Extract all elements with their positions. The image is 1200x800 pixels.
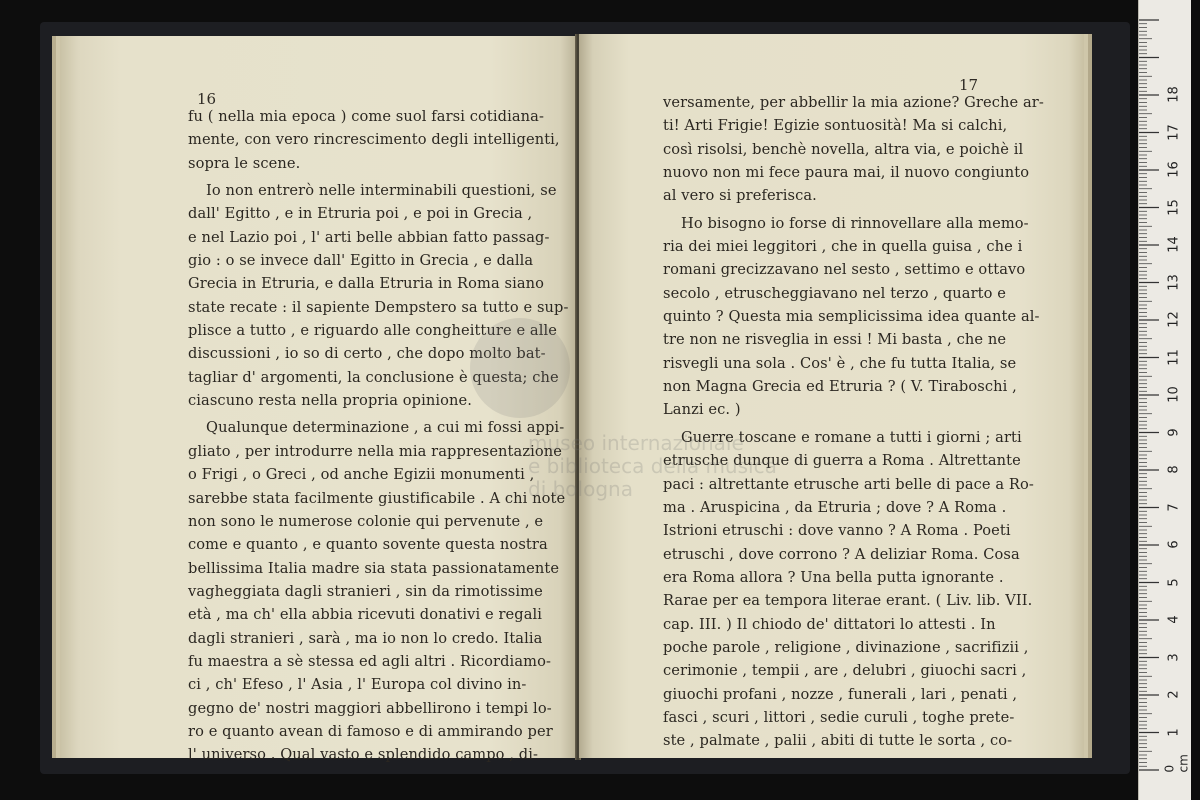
left-page-number: 16 [197, 90, 217, 108]
ruler-number: 9 [1166, 427, 1182, 437]
ruler-unit-label: 0 cm [1162, 754, 1191, 773]
watermark-text [528, 432, 777, 501]
ruler-number: 10 [1166, 386, 1182, 403]
right-page-text-line: così risolsi, benchè novella, altra via, e poichè il [663, 140, 1024, 158]
ruler-number: 5 [1166, 577, 1182, 587]
watermark-line-1: museo internazionale [528, 431, 744, 455]
ruler-ticks [1139, 0, 1191, 800]
left-page-text [188, 105, 568, 767]
right-page-text-line: cap. III. ) Il chiodo de' dittatori lo attesti . In [663, 615, 996, 633]
watermark-logo [470, 318, 570, 418]
right-page-number: 17 [959, 76, 979, 94]
right-page-text-line: Rarae per ea tempora literae erant. ( Liv. lib. VII. [663, 592, 1033, 610]
left-page-text-line: gio : o se invece dall' Egitto in Grecia , e dalla [188, 252, 534, 270]
left-page-text-line: gliato , per introdurre nella mia rappresentazione [188, 442, 562, 460]
left-page-text-line: vagheggiata dagli stranieri , sin da rimotissime [188, 582, 543, 600]
left-page-text-line: e nel Lazio poi , l' arti belle abbian fatto passag- [188, 228, 550, 246]
left-page-text-line: bellissima Italia madre sia stata passionatamente [188, 559, 560, 577]
left-page-text-line: Qualunque determinazione , a cui mi fossi appi- [206, 419, 565, 437]
left-page-text-line: come e quanto , e quanto sovente questa nostra [188, 536, 548, 554]
left-page-text-line: state recate : il sapiente Dempstero sa tutto e sup- [188, 298, 569, 316]
right-page-text-line: poche parole , religione , divinazione , sacrifizii , [663, 638, 1029, 656]
right-page-text-line: risvegli una sola . Cos' è , che fu tutta Italia, se [663, 354, 1017, 372]
left-page-text-line: o Frigi , o Greci , od anche Egizii monumenti , [188, 466, 535, 484]
left-page-text-line: età , ma ch' ella abbia ricevuti donativi e regali [188, 606, 543, 624]
right-page-text-line: romani grecizzavano nel sesto , settimo e ottavo [663, 261, 1026, 279]
left-page-text-line: fu ( nella mia epoca ) come suol farsi cotidiana- [188, 108, 544, 125]
left-page-text-line: l' universo . Qual vasto e splendido campo , di- [188, 746, 539, 764]
left-page-text-line: fu maestra a sè stessa ed agli altri . Ricordiamo- [188, 652, 551, 670]
left-page-text-line: gegno de' nostri maggiori abbellirono i tempi lo- [188, 699, 552, 717]
right-page-text-line: ti! Arti Frigie! Egizie sontuosità! Ma si calchi, [663, 117, 1008, 135]
right-page-text [663, 91, 1044, 753]
left-page-text-line: sopra le scene. [188, 154, 301, 172]
left-page-text-line: ci , ch' Efeso , l' Asia , l' Europa col divino in- [188, 676, 527, 694]
left-page-text-line: mente, con vero rincrescimento degli intelligenti, [188, 131, 560, 149]
right-page-text-line: cerimonie , tempii , are , delubri , giuochi sacri , [663, 662, 1027, 680]
ruler-number: 2 [1166, 690, 1182, 699]
ruler-number: 17 [1166, 123, 1182, 141]
left-page-text-line: tagliar d' argomenti, la conclusione è questa; che [188, 368, 559, 386]
right-page-text-line: al vero si preferisca. [663, 187, 817, 205]
right-page-text-line: Guerre toscane e romane a tutti i giorni ; arti [681, 428, 1022, 446]
ruler-number: 16 [1166, 161, 1182, 178]
ruler-number: 12 [1166, 311, 1182, 328]
right-page-text-line: giuochi profani , nozze , funerali , lari , penati , [663, 685, 1018, 703]
right-page-text-line: Lanzi ec. ) [663, 401, 741, 419]
ruler-number: 13 [1166, 273, 1182, 291]
right-page [579, 34, 1084, 758]
left-page-text-line: sarebbe stata facilmente giustificabile . A chi note [188, 489, 566, 507]
right-page-text-line: ria dei miei leggitori , che in quella guisa , che i [663, 238, 1023, 256]
right-page-text-line: era Roma allora ? Una bella putta ignorante . [663, 568, 1004, 586]
ruler-number: 1 [1166, 727, 1182, 737]
right-page-text-line: etruschi , dove corrono ? A deliziar Roma. Cosa [663, 545, 1020, 563]
left-page-text-line: ciascuno resta nella propria opinione. [188, 392, 472, 410]
right-page-text-line: ma . Aruspicina , da Etruria ; dove ? A Roma . [663, 498, 1007, 516]
right-page-text-line: etrusche dunque di guerra a Roma . Altrettante [663, 452, 1021, 470]
left-page-text-line: plisce a tutto , e riguardo alle congheitture e alle [188, 322, 557, 340]
right-page-text-line: versamente, per abbellir la mia azione? Greche ar- [663, 94, 1044, 111]
ruler-number: 11 [1166, 348, 1182, 366]
right-page-text-line: ste , palmate , palii , abiti di tutte le sorta , co- [663, 732, 1013, 750]
left-page-text-line: non sono le numerose colonie qui pervenute , e [188, 512, 544, 530]
ruler-number: 18 [1166, 86, 1182, 103]
right-page-text-line: tre non ne risveglia in essi ! Mi basta , che ne [663, 331, 1007, 349]
right-page-text-line: fasci , scuri , littori , sedie curuli , toghe prete- [663, 708, 1015, 726]
ruler-number: 6 [1166, 540, 1182, 549]
ruler-number: 8 [1166, 465, 1182, 474]
left-page-text-line: dall' Egitto , e in Etruria poi , e poi in Grecia , [188, 205, 533, 223]
left-page-text-line: Grecia in Etruria, e dalla Etruria in Roma siano [188, 275, 545, 293]
right-page-text-line: Istrioni etruschi : dove vanno ? A Roma . Poeti [663, 522, 1011, 540]
right-page-text-line: Ho bisogno io forse di rinnovellare alla memo- [681, 214, 1029, 232]
right-page-text-line: paci : altrettante etrusche arti belle di pace a Ro- [663, 475, 1034, 493]
right-page-text-line: secolo , etruscheggiavano nel terzo , quarto e [663, 284, 1007, 302]
watermark-line-2: e biblioteca della musica [528, 454, 777, 478]
ruler-number: 4 [1166, 615, 1182, 624]
watermark-line-3: di bologna [528, 477, 633, 501]
ruler-number: 3 [1166, 652, 1182, 662]
ruler-number: 15 [1166, 198, 1182, 216]
right-page-text-line: non Magna Grecia ed Etruria ? ( V. Tiraboschi , [663, 378, 1017, 396]
right-page-text-line: nuovo non mi fece paura mai, il nuovo congiunto [663, 164, 1030, 182]
ruler-number: 7 [1166, 502, 1182, 512]
measurement-ruler [1138, 0, 1191, 800]
left-page-text-line: dagli stranieri , sarà , ma io non lo credo. Italia [188, 629, 543, 647]
right-page-text-line: quinto ? Questa mia semplicissima idea quante al- [663, 308, 1040, 326]
left-page-text-line: Io non entrerò nelle interminabili questioni, se [206, 182, 557, 200]
ruler-number: 14 [1166, 236, 1182, 253]
left-page-text-line: discussioni , io so di certo , che dopo molto bat- [188, 345, 546, 363]
left-page-text-line: ro e quanto avean di famoso e di ammirando per [188, 722, 553, 740]
